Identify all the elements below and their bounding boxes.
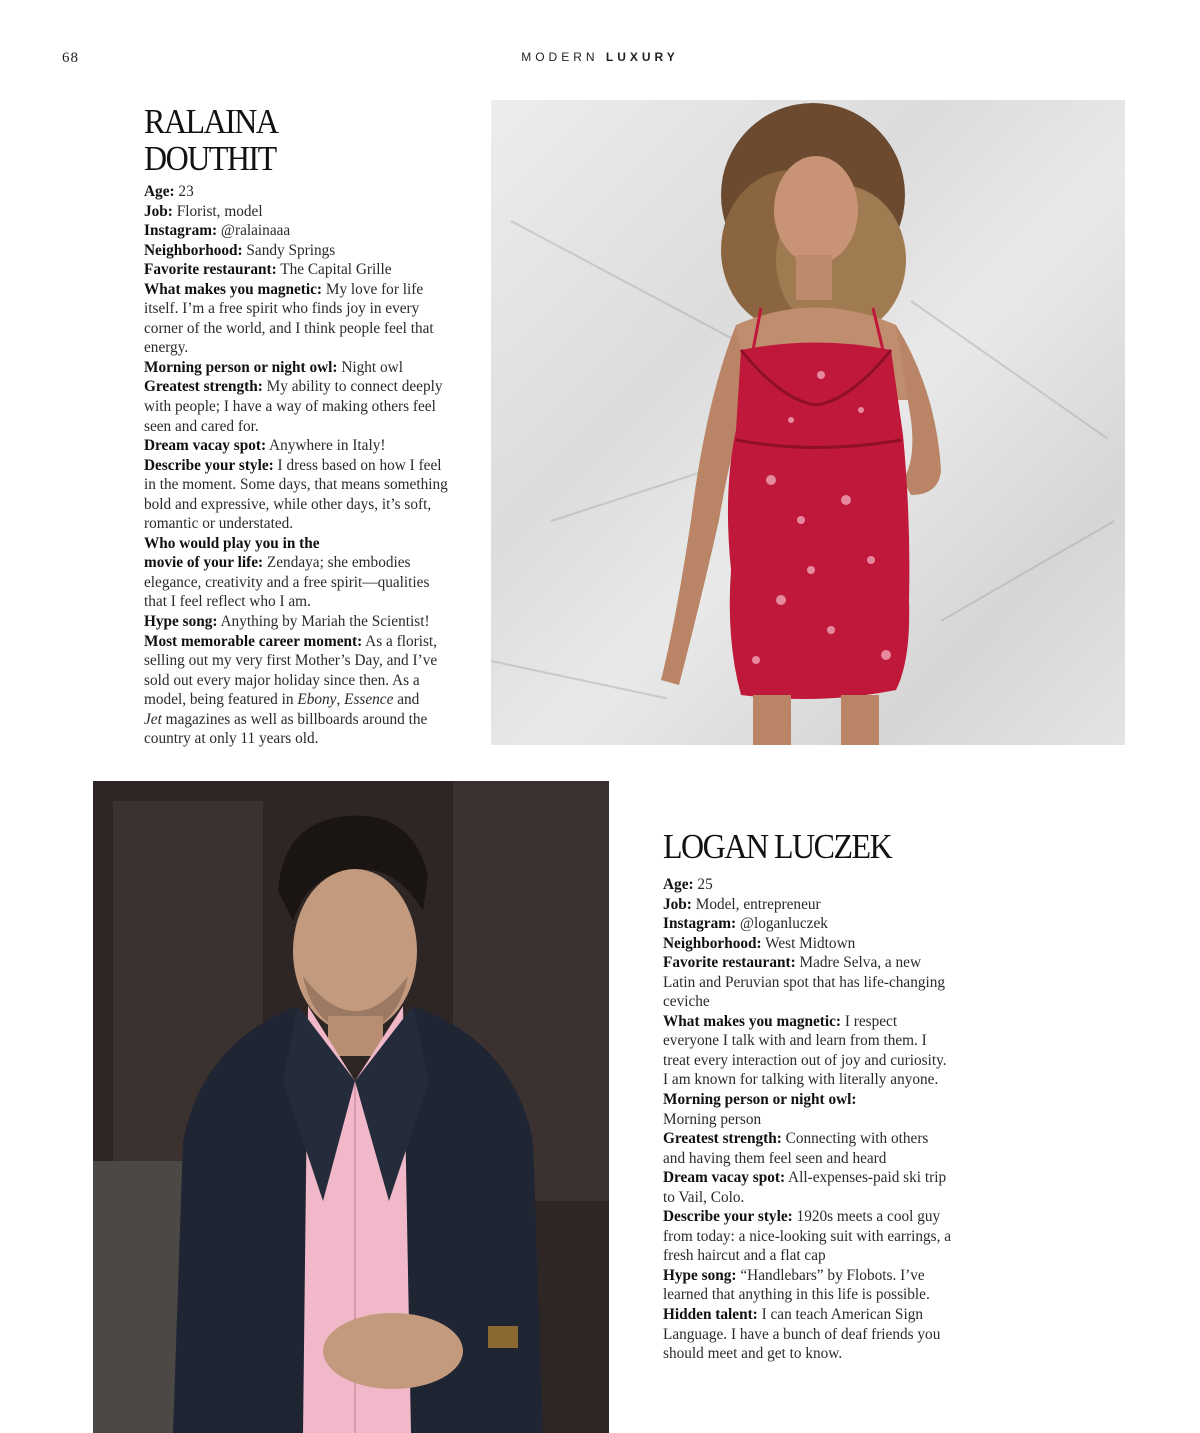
profile-2-bio: [663, 875, 953, 1364]
masthead-logo: [0, 50, 1200, 64]
profile-1-photo: [491, 100, 1125, 745]
bio-age: Age: 25: [663, 876, 713, 893]
bio-neighborhood: Neighborhood: Sandy Springs: [144, 241, 336, 259]
profile-1-name: [144, 103, 277, 176]
model-man-illustration: [93, 781, 609, 1433]
profile-1-bio: [144, 182, 449, 749]
model-woman-illustration: [491, 100, 1125, 745]
bio-vacay: Dream vacay spot: Anywhere in Italy!: [144, 437, 386, 455]
profile-2-photo: [93, 781, 609, 1433]
profile-2-name: LOGAN LUCZEK: [663, 826, 892, 866]
profile-1-last-name: DOUTHIT: [144, 138, 276, 178]
bio-neighborhood: Neighborhood: West Midtown: [663, 934, 856, 952]
page-number: 68: [62, 50, 79, 66]
bio-restaurant: Favorite restaurant: The Capital Grille: [144, 261, 392, 279]
bio-morning-night: Morning person or night owl: Morning person: [663, 1091, 857, 1128]
bio-talent: Hidden talent: I can teach American Sign Language. I have a bunch of deaf friends you should meet and get to know.: [663, 1306, 941, 1363]
profile-1-first-name: RALAINA: [144, 101, 278, 141]
bio-hype: Hype song: Anything by Mariah the Scientist!: [144, 613, 430, 631]
bio-style: Describe your style: 1920s meets a cool guy from today: a nice-looking suit with earrings, a fresh haircut and a flat cap: [663, 1208, 952, 1265]
bio-style: Describe your style: I dress based on how I feel in the moment. Some days, that means something bold and expressive, while other days, it’s soft, romantic or understated.: [144, 456, 448, 533]
masthead-luxury: LUXURY: [605, 50, 679, 64]
bio-movie: Who would play you in the movie of your life: Zendaya; she embodies elegance, creativity and a free spirit—qualities that I feel reflect who I am.: [144, 534, 430, 611]
bio-career: Most memorable career moment: As a florist, selling out my very first Mother’s Day, and I’ve sold out every major holiday since then. As a model, being featured in Ebony, Essence and Jet magazines as well as billboards around the country at only 11 years old.: [144, 632, 438, 748]
masthead-modern: MODERN: [521, 50, 599, 64]
bio-instagram: Instagram: @loganluczek: [663, 915, 828, 933]
bio-vacay: Dream vacay spot: All-expenses-paid ski trip to Vail, Colo.: [663, 1169, 947, 1206]
bio-restaurant: Favorite restaurant: Madre Selva, a new Latin and Peruvian spot that has life-changing ceviche: [663, 954, 946, 1011]
bio-instagram: Instagram: @ralainaaa: [144, 222, 291, 240]
bio-job: Job: Florist, model: [144, 202, 263, 220]
bio-magnetic: What makes you magnetic: I respect everyone I talk with and learn from them. I treat every interaction out of joy and curiosity. I am known for talking with literally anyone.: [663, 1012, 947, 1089]
bio-strength: Greatest strength: My ability to connect deeply with people; I have a way of making others feel seen and cared for.: [144, 378, 443, 435]
bio-magnetic: What makes you magnetic: My love for life itself. I’m a free spirit who finds joy in every corner of the world, and I think people feel that energy.: [144, 280, 434, 357]
bio-age: Age: 23: [144, 183, 194, 200]
bio-job: Job: Model, entrepreneur: [663, 895, 821, 913]
bio-hype: Hype song: “Handlebars” by Flobots. I’ve learned that anything in this life is possible.: [663, 1266, 930, 1304]
bio-morning-night: Morning person or night owl: Night owl: [144, 358, 403, 376]
bio-strength: Greatest strength: Connecting with others and having them feel seen and heard: [663, 1130, 929, 1167]
